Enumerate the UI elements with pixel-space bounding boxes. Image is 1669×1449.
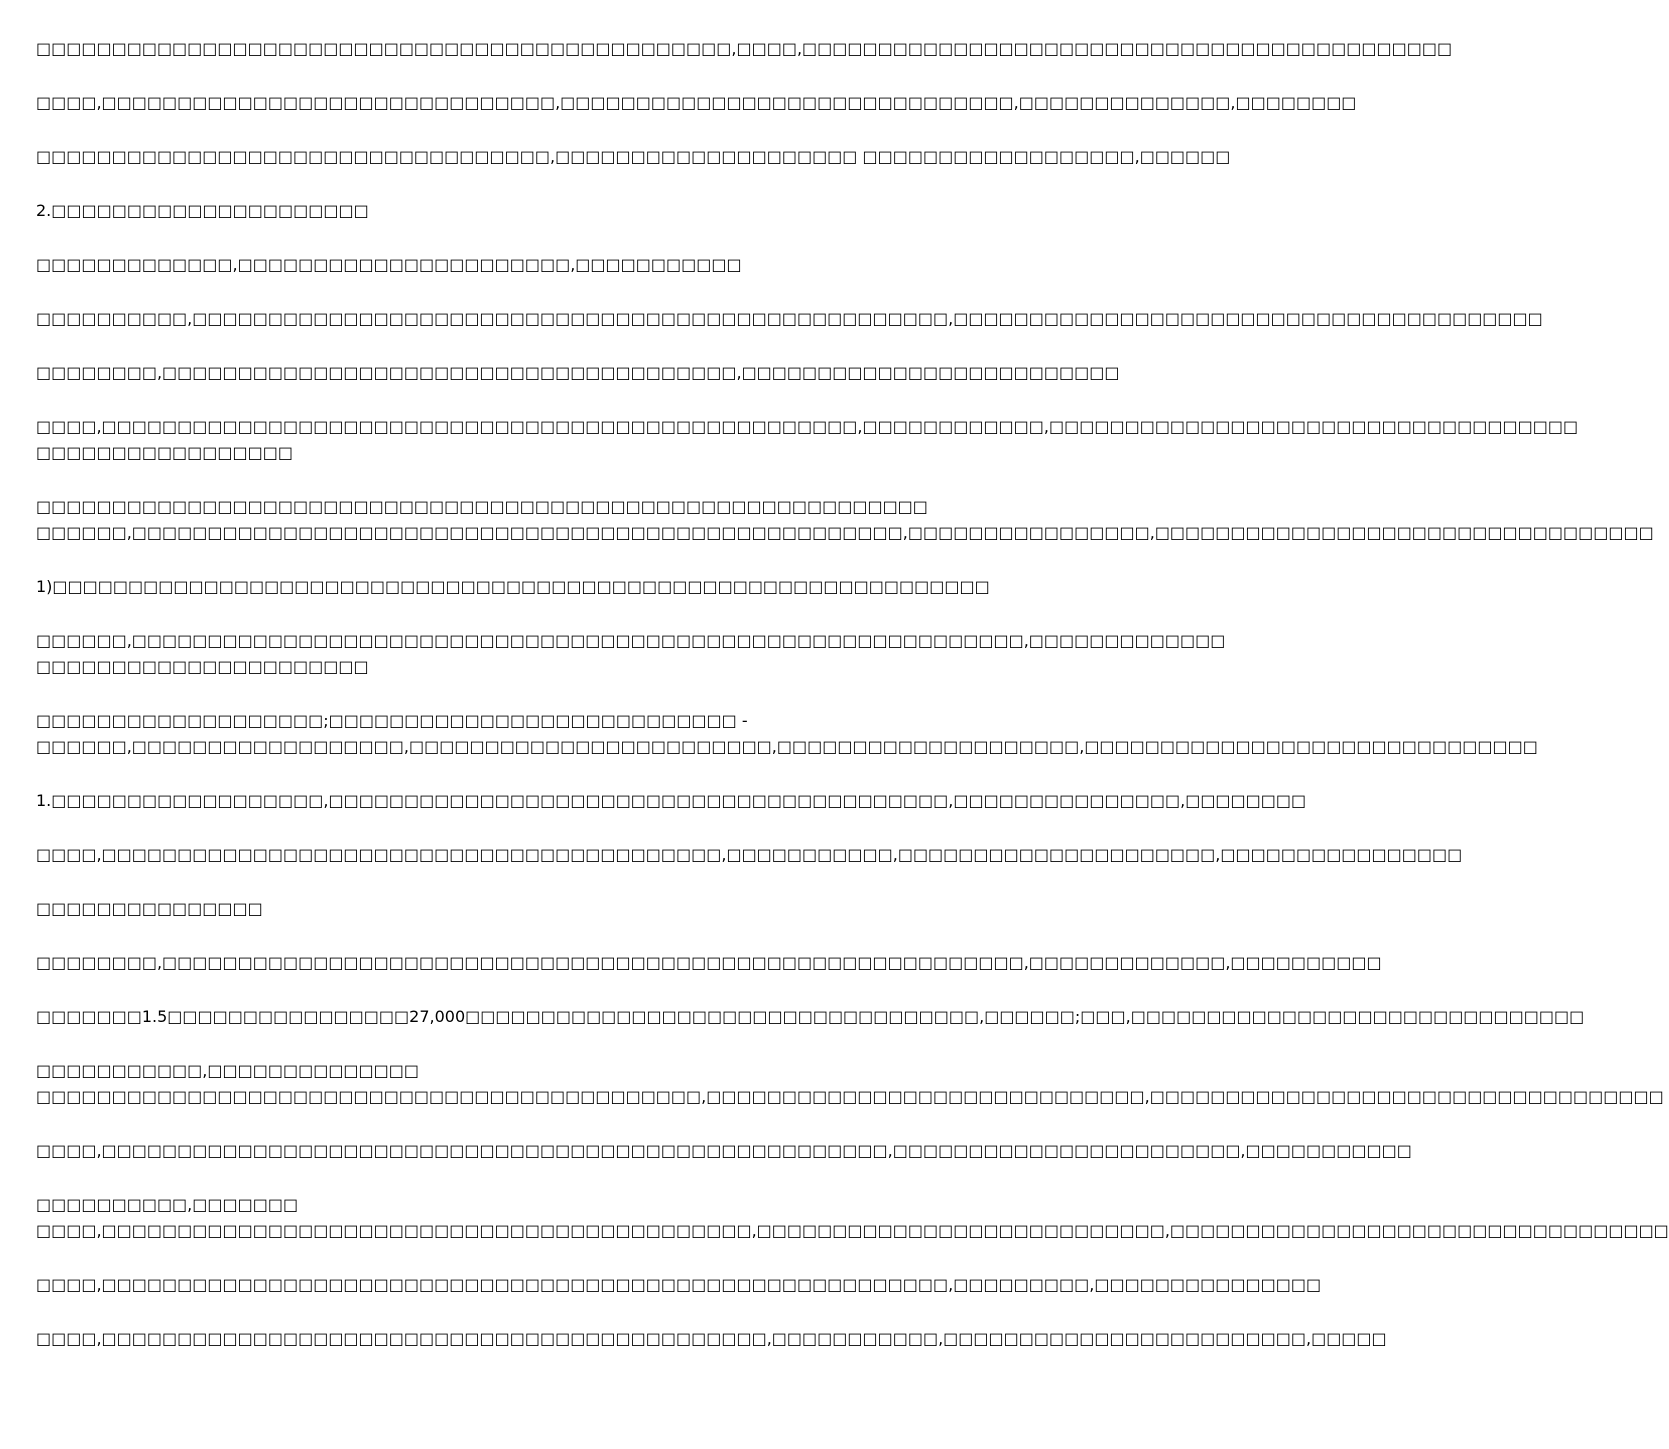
text-line: □□□□,□□□□□□□□□□□□□□□□□□□□□□□□□□□□□□□□□□□□□□□□□□□□□□□□□□□□,□□□□□□□□□□□□□□□□□□□□□□□,□□□□□□□□□□□	[36, 1141, 1412, 1160]
text-line: □□□□,□□□□□□□□□□□□□□□□□□□□□□□□□□□□□□□□□□□□□□□□□□□□,□□□□□□□□□□□,□□□□□□□□□□□□□□□□□□□□□□□□,□□□□□	[36, 1329, 1387, 1348]
paragraph-1	[36, 36, 1453, 62]
paragraph-5	[36, 252, 990, 278]
paragraph-2	[36, 90, 1357, 116]
paragraph-8	[36, 414, 1579, 466]
paragraph-12	[36, 708, 1538, 760]
text-line: □□□□□□□□□□,□□□□□□□□□□□□□□□□□□□□□□□□□□□□□□□□□□□□□□□□□□□□□□□□□□,□□□□□□□□□□□□□□□□□□□□□□□□□□□□□□□□□□□□□□□	[36, 309, 1543, 328]
text-line: □□□□□□□□□□□□□,□□□□□□□□□□□□□□□□□□□□□□,□□□□□□□□□□□	[36, 255, 742, 274]
text-line: □□□□□□,□□□□□□□□□□□□□□□□□□,□□□□□□□□□□□□□□□□□□□□□□□□,□□□□□□□□□□□□□□□□□□□□,□□□□□□□□□□□□□□□□□□□□□□□□□□□□□□	[36, 737, 1538, 756]
text-line: □□□□□□□□□□□□□□□□□□□□□□□□□□□□□□□□□□□□□□□□□□□□,□□□□□□□□□□□□□□□□□□□□□□□□□□□□□,□□□□□□□□□□□□□□□□□□□□□□□□□□□□□□□□□□	[36, 1087, 1664, 1106]
paragraph-20	[36, 1192, 1669, 1244]
paragraph-3	[36, 144, 1231, 170]
paragraph-16	[36, 950, 1382, 976]
text-line: □□□□□□□□□□□□□□□□□□□□□□□□□□□□□□□□□□□□□□□□□□□□□□,□□□□,□□□□□□□□□□□□□□□□□□□□□□□□□□□□□□□□□□□□□□□□□□□	[36, 39, 1453, 58]
paragraph-19	[36, 1138, 1412, 1164]
text-line: 1.□□□□□□□□□□□□□□□□□□,□□□□□□□□□□□□□□□□□□□□□□□□□□□□□□□□□□□□□□□□□,□□□□□□□□□□□□□□□,□□□□□□□□	[36, 791, 1307, 810]
paragraph-6	[36, 306, 1543, 332]
paragraph-9	[36, 494, 1654, 546]
text-line: □□□□□□□□□□,□□□□□□□	[36, 1195, 299, 1214]
text-line: □□□□□□□□,□□□□□□□□□□□□□□□□□□□□□□□□□□□□□□□□□□□□□□,□□□□□□□□□□□□□□□□□□□□□□□□□	[36, 363, 1120, 382]
document-page	[36, 36, 1669, 1352]
paragraph-22	[36, 1326, 1387, 1352]
text-line: □□□□□□□□□□□□□□□□□□□;□□□□□□□□□□□□□□□□□□□□□□□□□□□ -	[36, 711, 748, 730]
text-line: □□□□□□□□□□□□□□□□□□□□□□□□□□□□□□□□□□□□□□□□□□□□□□□□□□□□□□□□□□□	[36, 497, 928, 516]
text-line: 2.□□□□□□□□□□□□□□□□□□□□□	[36, 201, 369, 220]
text-line: □□□□□□□□□□□□□□□□□□□□□□□□□□□□□□□□□□,□□□□□□□□□□□□□□□□□□□□ □□□□□□□□□□□□□□□□□□,□□□□□□	[36, 147, 1231, 166]
paragraph-11	[36, 628, 1226, 680]
numbered-item-1	[36, 788, 1307, 814]
text-line: 1)□□□□□□□□□□□□□□□□□□□□□□□□□□□□□□□□□□□□□□□□□□□□□□□□□□□□□□□□□□□□□□	[36, 577, 990, 596]
paragraph-17	[36, 1004, 1585, 1030]
section-heading-2	[36, 198, 990, 224]
paragraph-7	[36, 360, 1120, 386]
text-line: □□□□□□□□□□□□□□□□□	[36, 443, 293, 462]
paragraph-18	[36, 1058, 1664, 1110]
text-line: □□□□,□□□□□□□□□□□□□□□□□□□□□□□□□□□□□□,□□□□□□□□□□□□□□□□□□□□□□□□□□□□□□,□□□□□□□□□□□□□□,□□□□□□□□	[36, 93, 1357, 112]
text-line: □□□□,□□□□□□□□□□□□□□□□□□□□□□□□□□□□□□□□□□□□□□□□□□□□□□□□□□□□□□□□,□□□□□□□□□,□□□□□□□□□□□□□□□	[36, 1275, 1322, 1294]
text-line: □□□□□□,□□□□□□□□□□□□□□□□□□□□□□□□□□□□□□□□□□□□□□□□□□□□□□□□□□□□□□□□□□□,□□□□□□□□□□□□□	[36, 631, 1226, 650]
text-line: □□□□□□□□□□□□□□□□□□□□□□	[36, 657, 369, 676]
text-line: □□□□,□□□□□□□□□□□□□□□□□□□□□□□□□□□□□□□□□□□□□□□□□,□□□□□□□□□□□,□□□□□□□□□□□□□□□□□□□□□,□□□□□□□□□□□□□□□□	[36, 845, 1463, 864]
paragraph-21	[36, 1272, 1322, 1298]
text-line: □□□□□□□□,□□□□□□□□□□□□□□□□□□□□□□□□□□□□□□□□□□□□□□□□□□□□□□□□□□□□□□□□□,□□□□□□□□□□□□□,□□□□□□□□□□	[36, 953, 1382, 972]
text-line: □□□□,□□□□□□□□□□□□□□□□□□□□□□□□□□□□□□□□□□□□□□□□□□□,□□□□□□□□□□□□□□□□□□□□□□□□□□□,□□□□□□□□□□□□□□□□□□□□□□□□□□□□□□□□□	[36, 1221, 1669, 1240]
text-line: □□□□□□,□□□□□□□□□□□□□□□□□□□□□□□□□□□□□□□□□□□□□□□□□□□□□□□□□□□,□□□□□□□□□□□□□□□□,□□□□□□□□□□□□□□□□□□□□□□□□□□□□□□□□□	[36, 523, 1654, 542]
text-line: □□□□□□□□□□□,□□□□□□□□□□□□□□	[36, 1061, 420, 1080]
text-line: □□□□□□□1.5□□□□□□□□□□□□□□□□27,000□□□□□□□□□□□□□□□□□□□□□□□□□□□□□□□□□□,□□□□□□;□□□,□□□□□□□□□□□□□□□□□□□□□□□□□□□□□□	[36, 1007, 1585, 1026]
text-line: □□□□,□□□□□□□□□□□□□□□□□□□□□□□□□□□□□□□□□□□□□□□□□□□□□□□□□□,□□□□□□□□□□□□,□□□□□□□□□□□□□□□□□□□□□□□□□□□□□□□□□□□	[36, 417, 1579, 436]
list-item-1	[36, 574, 990, 600]
section-heading	[36, 896, 990, 922]
text-line: □□□□□□□□□□□□□□□	[36, 899, 263, 918]
paragraph-14	[36, 842, 1463, 868]
